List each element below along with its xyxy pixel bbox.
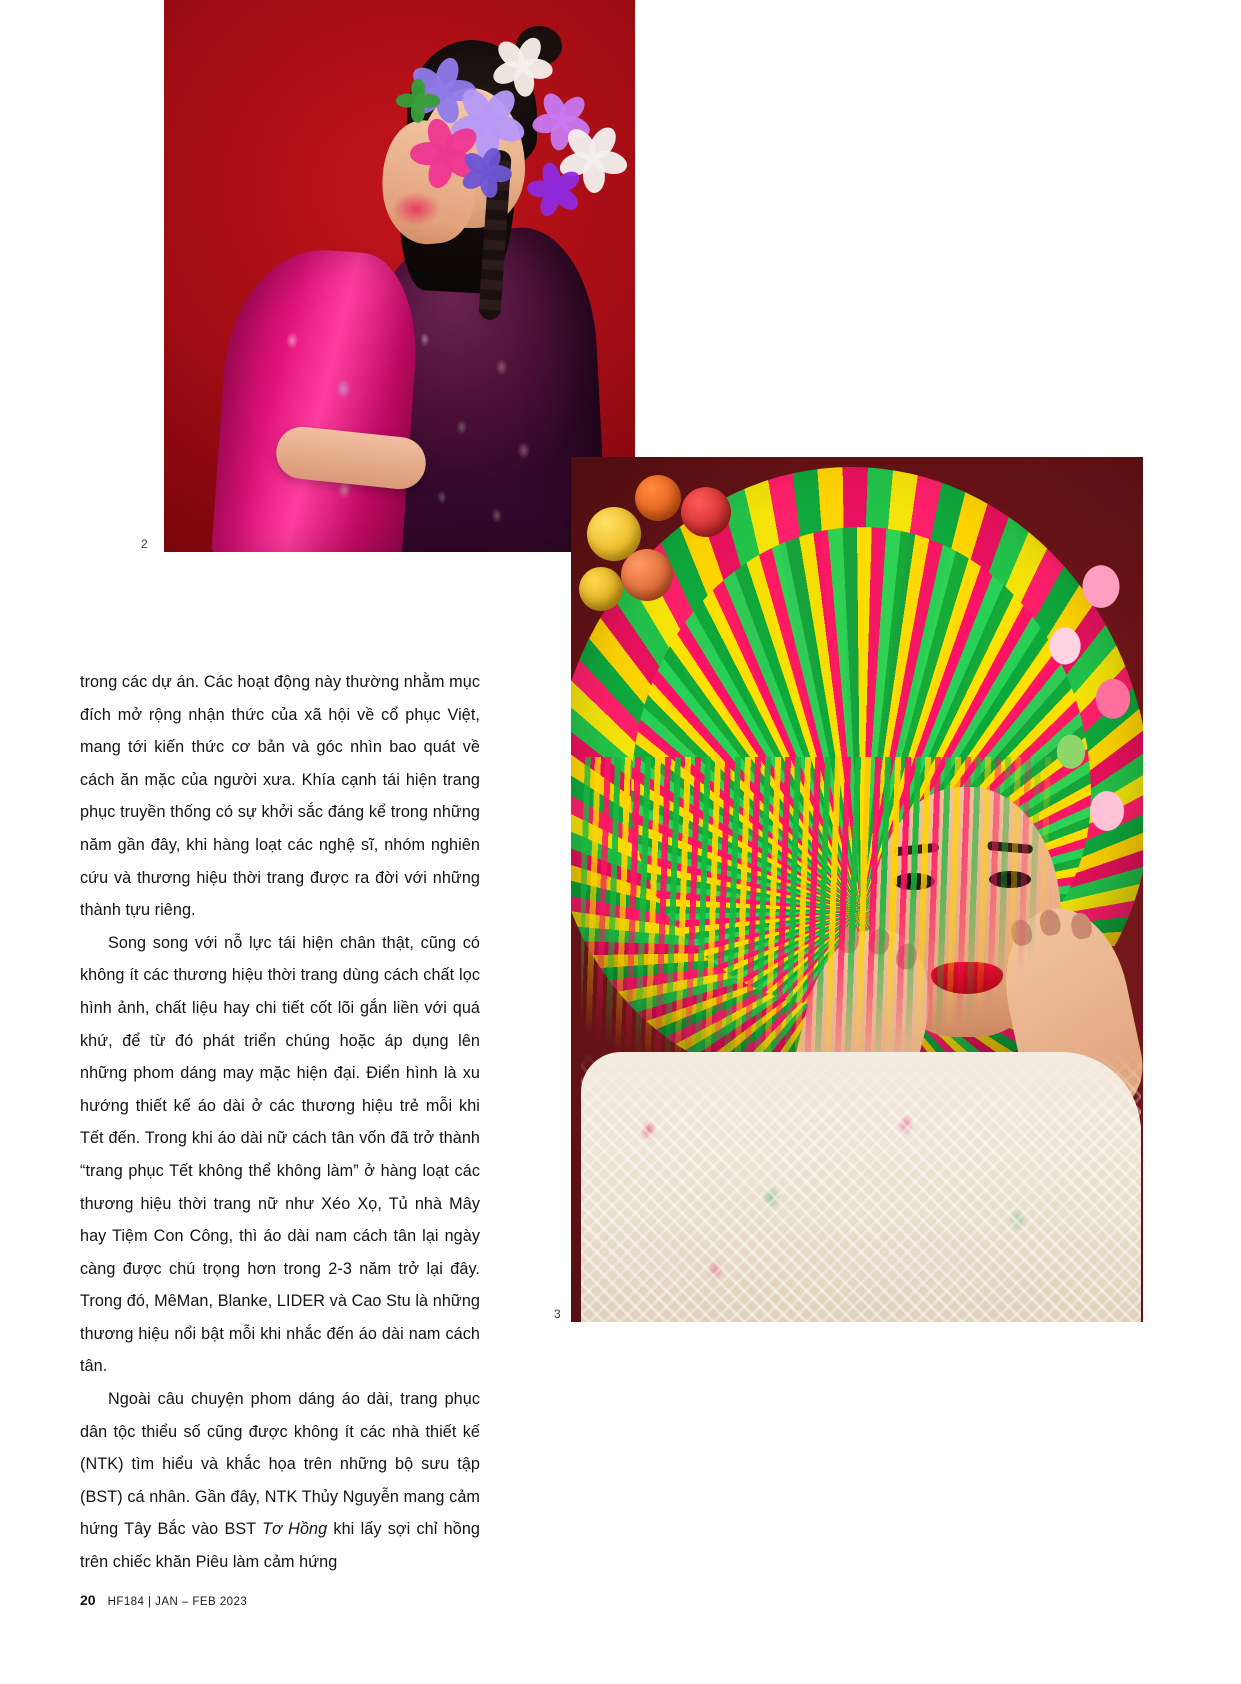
figure-3-floral-lace-dress <box>581 1052 1141 1322</box>
article-paragraph-3 <box>80 1383 480 1579</box>
page-footer <box>80 1592 247 1608</box>
figure-3-pompoms <box>577 471 787 651</box>
collection-title-to-hong: Tơ Hồng <box>262 1520 328 1539</box>
figure-2-blush-makeup <box>392 192 440 226</box>
article-paragraph-1: trong các dự án. Các hoạt động này thường nhằm mục đích mở rộng nhận thức của xã hội về cổ phục Việt, mang tới kiến thức cơ bản và góc nhìn bao quát về cách ăn mặc của người xưa. Khía cạnh tái hiện trang phục truyền thống có sự khởi sắc đáng kể trong những năm gần đây, khi hàng loạt các nghệ sĩ, nhóm nghiên cứu và thương hiệu thời trang được ra đời với những thành tựu riêng. <box>80 673 480 920</box>
figure-2-flower <box>464 142 508 186</box>
figure-3-image <box>571 457 1143 1322</box>
page-number: 20 <box>80 1592 96 1608</box>
issue-label: HF184 | JAN – FEB 2023 <box>107 1596 248 1608</box>
figure-2-image <box>164 0 635 552</box>
figure-3-lace-texture <box>581 1052 1141 1322</box>
figure-3-number: 3 <box>554 1307 561 1321</box>
figure-2-number: 2 <box>141 537 148 551</box>
article-paragraph-2: Song song với nỗ lực tái hiện chân thật, cũng có không ít các thương hiệu thời trang dùng cách chất lọc hình ảnh, chất liệu hay chi tiết cốt lõi gắn liền với quá khứ, để từ đó phát triển chúng hoặc áp dụng lên những phom dáng may mặc hiện đại. Điển hình là xu hướng thiết kế áo dài ở các thương hiệu trẻ mỗi khi Tết đến. Trong khi áo dài nữ cách tân vốn đã trở thành “trang phục Tết không thể không làm” ở hàng loạt các thương hiệu thời trang nữ như Xéo Xọ, Tủ nhà Mây hay Tiệm Con Công, thì áo dài nam cách tân lại ngày càng được chú trọng hơn trong 2-3 năm trở lại đây. Trong đó, MêMan, Blanke, LIDER và Cao Stu là những thương hiệu nổi bật mỗi khi nhắc đến áo dài nam cách tân. <box>80 933 480 1376</box>
figure-2-flower <box>400 76 436 112</box>
article-paragraph-3-part-1: Ngoài câu chuyện phom dáng áo dài, trang phục dân tộc thiểu số cũng được không ít các nhà thiết kế (NTK) tìm hiểu và khắc họa trên những bộ sưu tập (BST) cá nhân. Gần đây, NTK Thủy Nguyễn mang cảm hứng Tây Bắc vào BST <box>80 1390 480 1539</box>
article-text-column <box>80 666 480 1579</box>
article-paragraph-3-part-2: khi lấy sợi chỉ hồng trên chiếc khăn Piêu làm cảm hứng <box>80 1520 480 1572</box>
figure-2-flower <box>532 158 578 204</box>
figure-2-flower <box>496 30 548 82</box>
